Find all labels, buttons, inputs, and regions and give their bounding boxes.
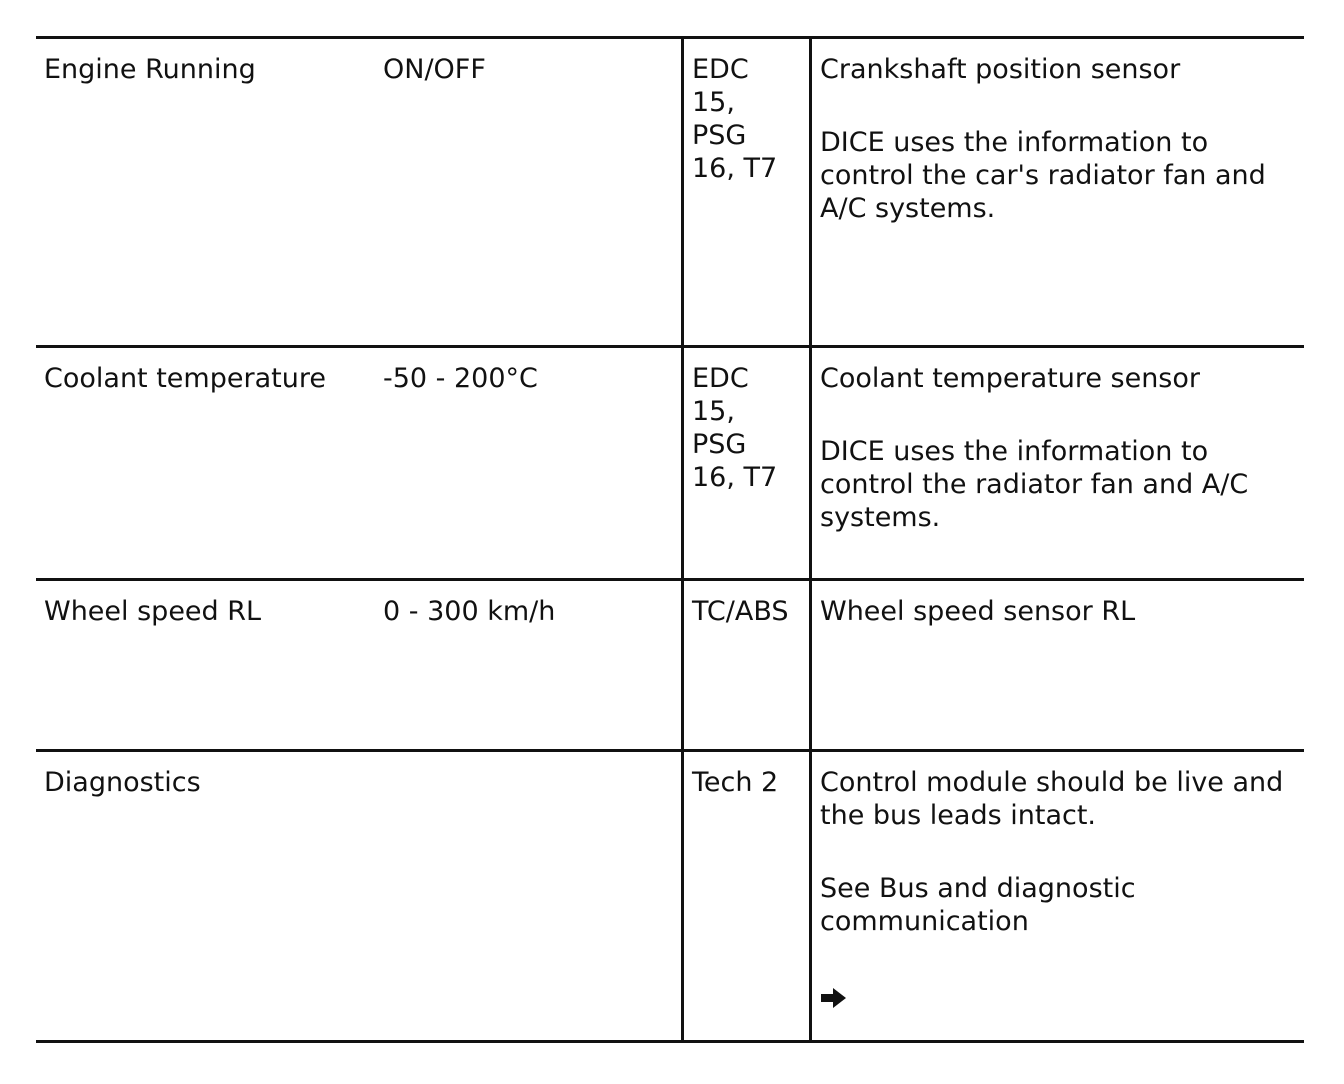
source-line: PSG: [692, 120, 747, 151]
source-cell: [683, 347, 811, 580]
range-cell: ON/OFF: [375, 38, 683, 347]
source-line: 15,: [692, 87, 735, 118]
description-paragraph: Wheel speed sensor RL: [820, 596, 1136, 627]
table-row: [36, 38, 1304, 347]
parameter-cell: Engine Running: [36, 38, 375, 347]
signal-table: [36, 36, 1304, 1043]
description-paragraph: Coolant temperature sensor: [820, 363, 1200, 394]
table-row: [36, 751, 1304, 1042]
parameter-cell: Coolant temperature: [36, 347, 375, 580]
source-cell: [683, 580, 811, 751]
description-cell: [811, 38, 1305, 347]
description-cell: [811, 347, 1305, 580]
range-cell: [375, 751, 683, 1042]
description-paragraph: Control module should be live and the bus leads intact.: [820, 767, 1284, 831]
description-paragraph: DICE uses the information to control the radiator fan and A/C systems.: [820, 436, 1249, 533]
source-cell: [683, 751, 811, 1042]
parameter-cell: Wheel speed RL: [36, 580, 375, 751]
description-paragraph: See Bus and diagnostic communication: [820, 873, 1136, 937]
range-cell: 0 - 300 km/h: [375, 580, 683, 751]
source-line: 16, T7: [692, 153, 778, 184]
parameter-cell: Diagnostics: [36, 751, 375, 1042]
table-row: [36, 580, 1304, 751]
description-paragraph: Crankshaft position sensor: [820, 54, 1181, 85]
description-cell: [811, 751, 1305, 1042]
source-line: EDC: [692, 54, 749, 85]
description-cell: [811, 580, 1305, 751]
description-paragraph: DICE uses the information to control the car's radiator fan and A/C systems.: [820, 127, 1266, 224]
range-cell: -50 - 200°C: [375, 347, 683, 580]
source-cell: [683, 38, 811, 347]
source-line: PSG: [692, 429, 747, 460]
source-line: 15,: [692, 396, 735, 427]
right-arrow-icon[interactable]: [820, 986, 848, 1010]
source-line: 16, T7: [692, 462, 778, 493]
source-line: EDC: [692, 363, 749, 394]
table-row: [36, 347, 1304, 580]
source-line: TC/ABS: [692, 596, 789, 627]
source-line: Tech 2: [692, 767, 779, 798]
